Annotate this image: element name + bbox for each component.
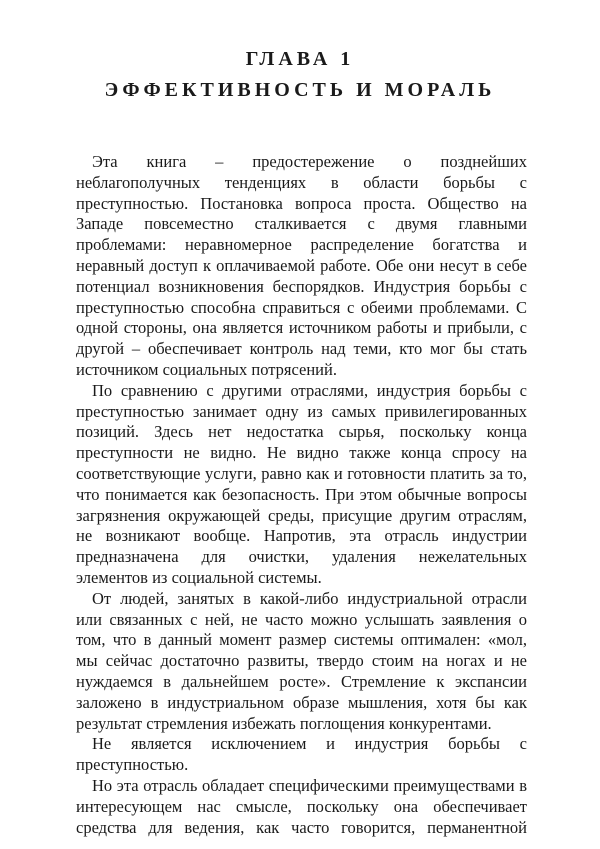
chapter-title: ЭФФЕКТИВНОСТЬ И МОРАЛЬ [104, 79, 496, 101]
chapter-number: ГЛАВА 1 [245, 48, 355, 70]
paragraph: От людей, занятых в какой-либо индустриальной отрасли или связанных с ней, не часто можно услышать заявления о том, что в данный момент размер системы оптимален: «мол, мы сейчас достаточно развиты, твердо стоим на ногах и не нуждаемся в дальнейшем росте». Стремление к экспансии заложено в индустриальном образе мышления, хотя бы как результат стремления избежать поглощения конкурентами. [76, 588, 527, 733]
paragraph: Эта книга – предостережение о позднейших неблагополучных тенденциях в области борьбы с преступностью. Постановка вопроса проста. Общество на Западе повсеместно сталкивается с двумя главными проблемами: неравномерное распределение богатства и неравный доступ к оплачиваемой работе. Обе они несут в себе потенциал возникновения беспорядков. Индустрия борьбы с преступностью способна справиться с обеими проблемами. С одной стороны, она является источником работы и прибыли, с другой – обеспечивает контроль над теми, кто мог бы стать источником социальных потрясений. [76, 152, 527, 379]
paragraph: Не является исключением и индустрия борьбы с преступностью. [76, 734, 527, 775]
paragraph: По сравнению с другими отраслями, индустрия борьбы с преступностью занимает одну из самых привилегированных позиций. Здесь нет недостатка сырья, поскольку конца преступности не видно. Не видно также конца спросу на соответствующие услуги, равно как и готовности платить за то, что понимается как безопасность. При этом обычные вопросы загрязнения окружающей среды, присущие другим отраслям, не возникают вообще. Напротив, эта отрасль индустрии предназначена для очистки, удаления нежелательных элементов из социальной системы. [76, 380, 527, 587]
chapter-body-text [76, 152, 527, 838]
paragraph: Но эта отрасль обладает специфическими преимуществами в интересующем нас смысле, поскольку она обеспечивает средства для ведения, как часто говорится, перманентной [76, 775, 527, 837]
